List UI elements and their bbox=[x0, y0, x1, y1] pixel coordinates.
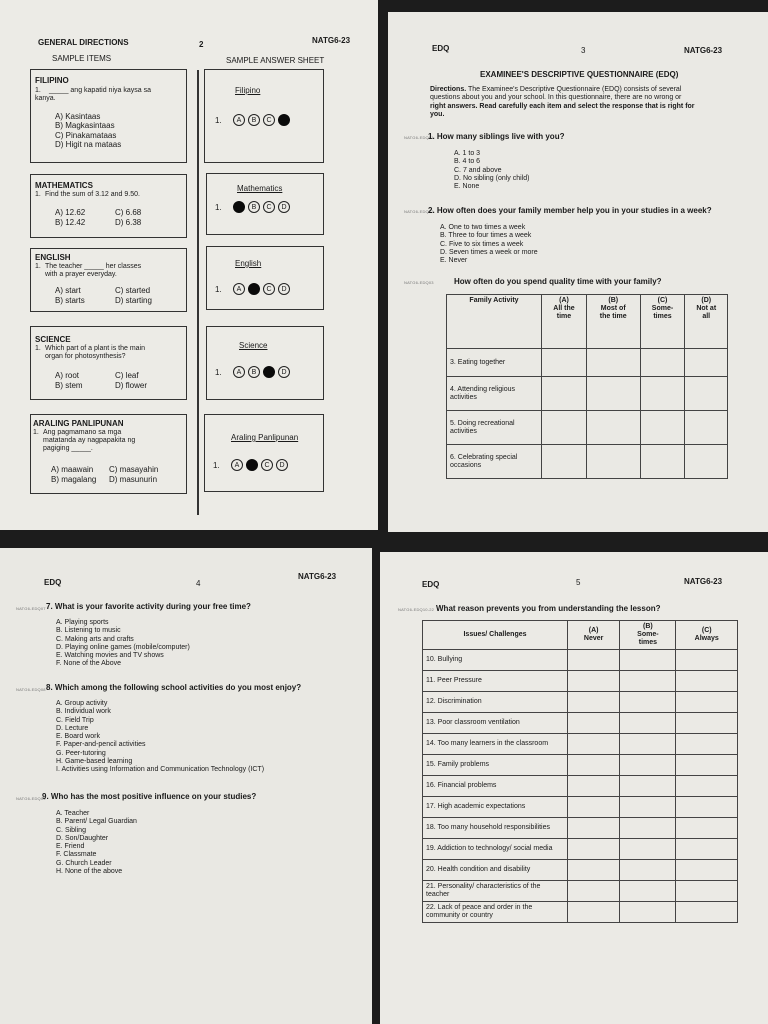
answer-cell[interactable] bbox=[568, 776, 620, 797]
item-number: 1. bbox=[33, 429, 39, 436]
row-label: 15. Family problems bbox=[423, 755, 568, 776]
answer-cell[interactable] bbox=[620, 839, 676, 860]
question-line: organ for photosynthesis? bbox=[45, 353, 126, 360]
answer-cell[interactable] bbox=[620, 797, 676, 818]
answer-cell[interactable] bbox=[568, 902, 620, 923]
question-line: with a prayer everyday. bbox=[45, 271, 117, 278]
option[interactable]: C. 7 and above bbox=[454, 166, 502, 174]
table-row bbox=[423, 650, 738, 671]
answer-cell[interactable] bbox=[676, 818, 738, 839]
page-2 bbox=[0, 0, 378, 530]
table-row bbox=[423, 860, 738, 881]
option[interactable]: D. Son/Daughter bbox=[56, 834, 109, 842]
answer-cell[interactable] bbox=[676, 692, 738, 713]
question-9-options bbox=[56, 810, 137, 876]
answer-bubbles bbox=[233, 201, 290, 213]
page-number: 3 bbox=[581, 46, 586, 55]
subject-title: MATHEMATICS bbox=[35, 181, 93, 190]
answer-cell[interactable] bbox=[640, 377, 685, 411]
answer-cell[interactable] bbox=[676, 671, 738, 692]
item-code-mark: NATG6-EDQ10-22 bbox=[398, 607, 435, 612]
answer-number: 1. bbox=[213, 461, 220, 470]
option-grid bbox=[55, 371, 195, 390]
answer-cell[interactable] bbox=[620, 755, 676, 776]
option[interactable]: D. No sibling (only child) bbox=[454, 174, 530, 182]
option[interactable]: B. 4 to 6 bbox=[454, 158, 481, 166]
page-5 bbox=[380, 552, 768, 1024]
page-number: 2 bbox=[199, 40, 204, 49]
question-7: 7. What is your favorite activity during your free time? bbox=[46, 602, 251, 611]
option: B) starts bbox=[55, 295, 85, 305]
question-9: 9. Who has the most positive influence on your studies? bbox=[42, 792, 257, 801]
table-row bbox=[423, 818, 738, 839]
issues-challenges-table bbox=[422, 620, 738, 923]
option[interactable]: F. None of the Above bbox=[56, 660, 121, 668]
answer-cell[interactable] bbox=[620, 650, 676, 671]
option[interactable]: E. Watching movies and TV shows bbox=[56, 652, 164, 660]
question-3: How often do you spend quality time with your family? bbox=[454, 277, 662, 286]
bubble-c[interactable]: C bbox=[263, 283, 275, 295]
answer-subject-label: Araling Panlipunan bbox=[231, 433, 299, 442]
row-label: 4. Attending religious activities bbox=[447, 377, 542, 411]
option: A) Kasintaas bbox=[55, 112, 101, 121]
page-number: 5 bbox=[576, 578, 581, 587]
column-header: Family Activity bbox=[447, 295, 542, 349]
answer-cell[interactable] bbox=[568, 797, 620, 818]
answer-bubbles bbox=[233, 114, 290, 126]
answer-cell[interactable] bbox=[676, 902, 738, 923]
bubble-d[interactable]: D bbox=[278, 283, 290, 295]
answer-box-english bbox=[206, 246, 324, 310]
question-8: 8. Which among the following school activities do you most enjoy? bbox=[46, 683, 302, 692]
bubble-c[interactable]: C bbox=[263, 114, 275, 126]
bubble-a[interactable]: A bbox=[231, 459, 243, 471]
answer-cell[interactable] bbox=[586, 445, 640, 479]
item-number: 1. bbox=[35, 345, 41, 352]
sample-items-heading: SAMPLE ITEMS bbox=[52, 54, 112, 63]
directions-line: The Examinee's Descriptive Questionnaire (EDQ) consists of several bbox=[468, 86, 682, 93]
answer-cell[interactable] bbox=[676, 839, 738, 860]
item-code-mark: NATG6-EDQ08 bbox=[16, 687, 46, 692]
option[interactable]: E. None bbox=[454, 183, 480, 191]
row-label: 13. Poor classroom ventilation bbox=[423, 713, 568, 734]
answer-cell[interactable] bbox=[620, 776, 676, 797]
option[interactable]: C. Five to six times a week bbox=[440, 240, 524, 248]
option[interactable]: D. Playing online games (mobile/computer) bbox=[56, 643, 190, 651]
page-3 bbox=[388, 12, 768, 532]
answer-cell[interactable] bbox=[676, 881, 738, 902]
column-header: (A) All the time bbox=[542, 295, 587, 349]
page-header-left: EDQ bbox=[432, 44, 450, 53]
bubble-b[interactable]: B bbox=[248, 114, 260, 126]
option[interactable]: B. Three to four times a week bbox=[440, 232, 532, 240]
option: D) Higit na mataas bbox=[55, 139, 122, 149]
answer-cell[interactable] bbox=[620, 713, 676, 734]
option: D) masunurin bbox=[109, 474, 158, 484]
table-row bbox=[447, 349, 728, 377]
item-number: 1. bbox=[35, 191, 41, 198]
option: B) stem bbox=[55, 380, 83, 390]
page-header-right: NATG6-23 bbox=[684, 577, 723, 586]
directions-label: Directions. bbox=[430, 86, 467, 93]
item-code-mark: NATG6-EDQ03 bbox=[404, 280, 434, 285]
row-label: 18. Too many household responsibilities bbox=[423, 818, 568, 839]
directions-line: questions about you and your school. In this questionnaire, there are no wrong or bbox=[430, 94, 682, 102]
row-label: 5. Doing recreational activities bbox=[447, 411, 542, 445]
subject-title: ENGLISH bbox=[35, 253, 71, 262]
family-activity-table bbox=[446, 294, 728, 479]
table-row bbox=[423, 734, 738, 755]
option: A) root bbox=[55, 371, 80, 380]
answer-subject-label: English bbox=[235, 259, 262, 268]
table-row bbox=[447, 445, 728, 479]
item-code-mark: NATG6-EDQ07 bbox=[16, 606, 46, 611]
answer-cell[interactable] bbox=[568, 881, 620, 902]
row-label: 16. Financial problems bbox=[423, 776, 568, 797]
answer-cell[interactable] bbox=[620, 734, 676, 755]
answer-cell[interactable] bbox=[568, 713, 620, 734]
option[interactable]: B. Individual work bbox=[56, 708, 111, 716]
answer-bubbles bbox=[231, 459, 288, 471]
option-grid bbox=[55, 208, 195, 227]
option[interactable]: B. Listening to music bbox=[56, 627, 121, 635]
option[interactable]: G. Church Leader bbox=[56, 859, 112, 867]
option: B) Magkasintaas bbox=[55, 121, 115, 131]
answer-number: 1. bbox=[215, 116, 222, 125]
answer-cell[interactable] bbox=[676, 776, 738, 797]
question-line: Which part of a plant is the main bbox=[45, 345, 145, 352]
option[interactable]: A. One to two times a week bbox=[440, 224, 526, 231]
item-code-mark: NATG6-EDQ09 bbox=[16, 796, 46, 801]
page-header-left: EDQ bbox=[422, 580, 440, 589]
table-row bbox=[423, 797, 738, 818]
row-label: 6. Celebrating special occasions bbox=[447, 445, 542, 479]
option[interactable]: H. None of the above bbox=[56, 868, 123, 876]
option: D) starting bbox=[115, 295, 152, 305]
item-box-science bbox=[30, 326, 187, 400]
answer-subject-label: Mathematics bbox=[237, 184, 283, 193]
table-row bbox=[423, 776, 738, 797]
page-4 bbox=[0, 548, 372, 1024]
question-8-options bbox=[56, 700, 264, 775]
question-1: 1. How many siblings live with you? bbox=[428, 132, 565, 141]
option: B) magalang bbox=[51, 474, 97, 484]
option[interactable]: H. Game-based learning bbox=[56, 758, 133, 766]
option[interactable]: C. Field Trip bbox=[56, 716, 94, 724]
column-header: (D) Not at all bbox=[685, 295, 728, 349]
row-label: 22. Lack of peace and order in the community or country bbox=[423, 902, 568, 923]
option[interactable]: C. Making arts and crafts bbox=[56, 635, 134, 643]
bubble-a[interactable]: A bbox=[233, 114, 245, 126]
subject-title: SCIENCE bbox=[35, 335, 71, 344]
item-code-mark: NATG6-EDQ02 bbox=[404, 209, 434, 214]
table-row bbox=[447, 411, 728, 445]
bubble-d[interactable]: D bbox=[278, 201, 290, 213]
answer-cell[interactable] bbox=[685, 349, 728, 377]
row-label: 3. Eating together bbox=[447, 349, 542, 377]
answer-cell[interactable] bbox=[676, 650, 738, 671]
question-line: The teacher _____ her classes bbox=[45, 263, 142, 270]
question-2-options bbox=[440, 224, 538, 265]
option[interactable]: E. Friend bbox=[56, 843, 85, 851]
table-row bbox=[447, 377, 728, 411]
table-row bbox=[423, 839, 738, 860]
answer-cell[interactable] bbox=[676, 755, 738, 776]
item-code-mark: NATG6-EDQ01 bbox=[404, 135, 434, 140]
column-header: (A) Never bbox=[568, 621, 620, 650]
table-row bbox=[423, 881, 738, 902]
bubble-b-filled[interactable] bbox=[246, 459, 258, 471]
option-grid bbox=[55, 286, 195, 305]
answer-cell[interactable] bbox=[586, 349, 640, 377]
subject-title: FILIPINO bbox=[35, 76, 69, 85]
answer-cell[interactable] bbox=[586, 377, 640, 411]
page-header-right: NATG6-23 bbox=[312, 36, 351, 45]
item-box-filipino bbox=[30, 69, 187, 163]
bubble-c[interactable]: C bbox=[261, 459, 273, 471]
option[interactable]: F. Classmate bbox=[56, 851, 97, 859]
bubble-b-filled[interactable] bbox=[248, 283, 260, 295]
answer-cell[interactable] bbox=[685, 445, 728, 479]
table-row bbox=[423, 671, 738, 692]
option: C) leaf bbox=[115, 371, 139, 380]
question-line: _____ ang kapatid niya kaysa sa bbox=[49, 87, 151, 94]
answer-cell[interactable] bbox=[640, 349, 685, 377]
option: A) start bbox=[55, 286, 81, 295]
answer-cell[interactable] bbox=[676, 797, 738, 818]
row-label: 12. Discrimination bbox=[423, 692, 568, 713]
page-header-right: NATG6-23 bbox=[684, 46, 723, 55]
option[interactable]: I. Activities using Information and Communication Technology (ICT) bbox=[56, 766, 265, 774]
item-number: 1. bbox=[35, 87, 41, 94]
question-1-options bbox=[454, 150, 529, 191]
answer-subject-label: Filipino bbox=[235, 86, 261, 95]
answer-number: 1. bbox=[215, 285, 222, 294]
answer-cell[interactable] bbox=[676, 713, 738, 734]
option[interactable]: C. Sibling bbox=[56, 826, 86, 834]
row-label: 21. Personality/ characteristics of the teacher bbox=[423, 881, 568, 902]
item-number: 1. bbox=[35, 263, 41, 270]
option: A) maawain bbox=[51, 465, 94, 474]
option[interactable]: A. 1 to 3 bbox=[454, 150, 481, 157]
page-header-right: NATG6-23 bbox=[298, 572, 337, 581]
question-line: matatanda ay nagpapakita ng bbox=[43, 437, 136, 444]
column-header: (C) Always bbox=[676, 621, 738, 650]
question-line: Find the sum of 3.12 and 9.50. bbox=[45, 191, 140, 198]
row-label: 11. Peer Pressure bbox=[423, 671, 568, 692]
bubble-c[interactable]: C bbox=[263, 201, 275, 213]
option: B) 12.42 bbox=[55, 217, 86, 227]
bubble-d-filled[interactable] bbox=[278, 114, 290, 126]
column-divider bbox=[197, 70, 199, 515]
option[interactable]: A. Group activity bbox=[56, 700, 108, 707]
answer-cell[interactable] bbox=[620, 860, 676, 881]
answer-subject-label: Science bbox=[239, 341, 268, 350]
answer-cell[interactable] bbox=[568, 860, 620, 881]
option: D) flower bbox=[115, 380, 148, 390]
page-header-left: GENERAL DIRECTIONS bbox=[38, 38, 129, 47]
option[interactable]: B. Parent/ Legal Guardian bbox=[56, 818, 137, 826]
bubble-a-filled[interactable] bbox=[233, 201, 245, 213]
page-header-left: EDQ bbox=[44, 578, 62, 587]
answer-bubbles bbox=[233, 366, 290, 378]
answer-cell[interactable] bbox=[586, 411, 640, 445]
answer-cell[interactable] bbox=[568, 818, 620, 839]
option: D) 6.38 bbox=[115, 217, 142, 227]
option[interactable]: D. Seven times a week or more bbox=[440, 248, 538, 256]
answer-cell[interactable] bbox=[620, 692, 676, 713]
question-line: Ang pagmamano sa mga bbox=[43, 429, 122, 436]
row-label: 20. Health condition and disability bbox=[423, 860, 568, 881]
answer-cell[interactable] bbox=[568, 650, 620, 671]
directions-line: right answers. Read carefully each item and select the response that is right for bbox=[430, 102, 695, 110]
directions-paragraph bbox=[430, 86, 730, 120]
answer-cell[interactable] bbox=[640, 445, 685, 479]
answer-cell[interactable] bbox=[568, 839, 620, 860]
item-box-mathematics bbox=[30, 174, 187, 238]
table-row bbox=[423, 692, 738, 713]
option[interactable]: A. Playing sports bbox=[56, 619, 109, 626]
question-7-options bbox=[56, 619, 190, 669]
answer-cell[interactable] bbox=[568, 671, 620, 692]
row-label: 17. High academic expectations bbox=[423, 797, 568, 818]
answer-cell[interactable] bbox=[620, 671, 676, 692]
row-label: 14. Too many learners in the classroom bbox=[423, 734, 568, 755]
bubble-d[interactable]: D bbox=[278, 366, 290, 378]
answer-cell[interactable] bbox=[542, 349, 587, 377]
answer-cell[interactable] bbox=[640, 411, 685, 445]
subject-title: ARALING PANLIPUNAN bbox=[33, 419, 124, 428]
answer-cell[interactable] bbox=[568, 755, 620, 776]
answer-cell[interactable] bbox=[568, 692, 620, 713]
answer-cell[interactable] bbox=[685, 377, 728, 411]
table-row bbox=[423, 755, 738, 776]
question-line: kanya. bbox=[35, 95, 56, 102]
column-header: (B) Most of the time bbox=[586, 295, 640, 349]
page-number: 4 bbox=[196, 579, 201, 588]
answer-cell[interactable] bbox=[542, 411, 587, 445]
answer-cell[interactable] bbox=[568, 734, 620, 755]
column-header: (C) Some- times bbox=[640, 295, 685, 349]
answer-box-filipino bbox=[204, 69, 324, 163]
answer-cell[interactable] bbox=[620, 881, 676, 902]
table-row bbox=[423, 902, 738, 923]
row-label: 10. Bullying bbox=[423, 650, 568, 671]
answer-box-science bbox=[206, 326, 324, 400]
option: C) masayahin bbox=[109, 465, 159, 474]
directions-line: you. bbox=[430, 111, 445, 119]
answer-cell[interactable] bbox=[685, 411, 728, 445]
bubble-a[interactable]: A bbox=[233, 366, 245, 378]
option-list bbox=[55, 112, 121, 149]
option-grid bbox=[51, 465, 189, 484]
item-box-english bbox=[30, 248, 187, 312]
table-row bbox=[423, 713, 738, 734]
answer-cell[interactable] bbox=[620, 818, 676, 839]
option: A) 12.62 bbox=[55, 208, 86, 217]
option[interactable]: E. Never bbox=[440, 257, 468, 265]
bubble-c-filled[interactable] bbox=[263, 366, 275, 378]
option: C) started bbox=[115, 286, 151, 295]
sample-answer-sheet-heading: SAMPLE ANSWER SHEET bbox=[226, 56, 325, 65]
answer-bubbles bbox=[233, 283, 290, 295]
answer-cell[interactable] bbox=[676, 860, 738, 881]
answer-box-mathematics bbox=[206, 173, 324, 235]
option[interactable]: D. Lecture bbox=[56, 724, 89, 732]
question-lesson-barriers: What reason prevents you from understanding the lesson? bbox=[436, 604, 661, 613]
question-2: 2. How often does your family member help you in your studies in a week? bbox=[428, 206, 712, 215]
option: C) 6.68 bbox=[115, 208, 142, 217]
row-label: 19. Addiction to technology/ social media bbox=[423, 839, 568, 860]
bubble-d[interactable]: D bbox=[276, 459, 288, 471]
option[interactable]: F. Paper-and-pencil activities bbox=[56, 741, 146, 749]
answer-cell[interactable] bbox=[542, 445, 587, 479]
bubble-b[interactable]: B bbox=[248, 201, 260, 213]
bubble-b[interactable]: B bbox=[248, 366, 260, 378]
answer-cell[interactable] bbox=[542, 377, 587, 411]
questionnaire-title: EXAMINEE'S DESCRIPTIVE QUESTIONNAIRE (EDQ) bbox=[480, 70, 679, 79]
option[interactable]: E. Board work bbox=[56, 733, 100, 741]
answer-number: 1. bbox=[215, 368, 222, 377]
answer-number: 1. bbox=[215, 203, 222, 212]
option: C) Pinakamataas bbox=[55, 130, 117, 140]
answer-cell[interactable] bbox=[676, 734, 738, 755]
bubble-a[interactable]: A bbox=[233, 283, 245, 295]
question-line: pagiging _____. bbox=[43, 445, 93, 452]
answer-box-araling-panlipunan bbox=[204, 414, 324, 492]
option[interactable]: A. Teacher bbox=[56, 810, 90, 817]
column-header: Issues/ Challenges bbox=[423, 621, 568, 650]
item-box-araling-panlipunan bbox=[30, 414, 187, 494]
column-header: (B) Some- times bbox=[620, 621, 676, 650]
answer-cell[interactable] bbox=[620, 902, 676, 923]
option[interactable]: G. Peer-tutoring bbox=[56, 749, 106, 757]
